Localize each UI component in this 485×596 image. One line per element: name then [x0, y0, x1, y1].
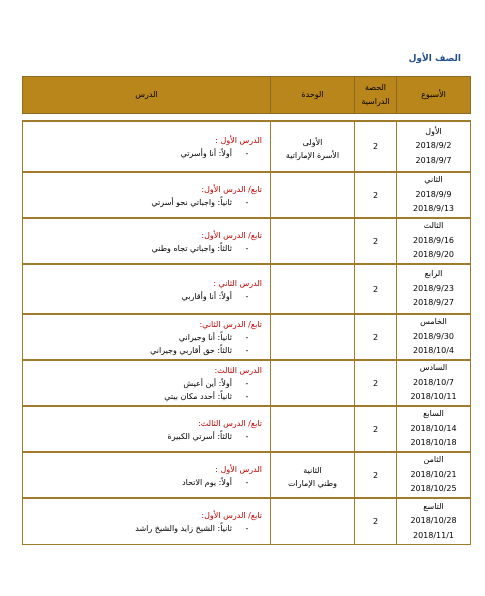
header-unit: الوحدة: [271, 77, 355, 114]
section-title: الصف الأول: [408, 54, 461, 64]
unit-cell: [271, 172, 355, 218]
bullet-dash-icon: -: [245, 149, 249, 158]
week-end: 2018/9/13: [412, 204, 455, 214]
unit-cell: [271, 121, 355, 172]
week-name: الرابع: [424, 269, 443, 279]
unit-cell: [271, 498, 355, 544]
table-row: [23, 452, 471, 498]
week-cell: [397, 314, 471, 360]
lesson-item-text: ثانياً: الشيخ زايد والشيخ راشد: [135, 523, 232, 533]
week-start: 2018/9/23: [412, 283, 455, 293]
week-name: السادس: [419, 363, 448, 373]
week-name: الأول: [425, 126, 442, 136]
week-name: الثامن: [423, 455, 444, 465]
lesson-cell: [23, 452, 271, 498]
unit-cell: [271, 218, 355, 264]
week-cell: [397, 218, 471, 264]
header-lesson: الدرس: [23, 77, 271, 114]
table-row: [23, 121, 471, 172]
bullet-dash-icon: -: [245, 291, 249, 301]
periods-cell: 2: [355, 264, 397, 314]
unit-unit-line1: الأولى: [302, 137, 323, 147]
lesson-title: الدرس الأول :: [215, 464, 262, 474]
lesson-item: [23, 344, 262, 357]
week-cell: [397, 264, 471, 314]
lesson-item: [23, 242, 262, 255]
week-start: 2018/9/2: [415, 141, 452, 151]
table-row: [23, 172, 471, 218]
header-week: الأسبوع: [397, 77, 471, 114]
lesson-item: [23, 430, 262, 443]
unit-unit-line2: الأسرة الإماراتية: [285, 150, 340, 160]
week-start: 2018/10/21: [410, 469, 457, 479]
lesson-cell: [23, 406, 271, 452]
bullet-dash-icon: -: [245, 197, 249, 207]
week-name: الثالث: [423, 221, 444, 231]
lesson-item: [23, 390, 262, 403]
week-start: 2018/9/16: [412, 235, 455, 245]
lesson-cell: [23, 264, 271, 314]
lesson-item-text: أولاً: أنا وأسرتي: [180, 149, 232, 158]
unit-cell: [271, 406, 355, 452]
lesson-title: الدرس الثاني :: [213, 278, 262, 288]
bullet-dash-icon: -: [245, 243, 249, 253]
lesson-item-text: ثالثاً: حق أقاربي وجيراني: [150, 346, 232, 355]
unit-cell: [271, 314, 355, 360]
bullet-dash-icon: -: [245, 333, 249, 342]
week-end: 2018/10/18: [410, 438, 457, 448]
week-cell: [397, 360, 471, 406]
lesson-item: [23, 331, 262, 344]
week-start: 2018/9/9: [415, 189, 452, 199]
unit-cell: [271, 360, 355, 406]
week-end: 2018/10/25: [410, 484, 457, 494]
lesson-title: تابع/ الدرس الأول:: [201, 184, 262, 194]
week-start: 2018/10/28: [410, 516, 457, 525]
lesson-item: [23, 196, 262, 209]
lesson-title: الدرس الأول :: [215, 136, 262, 145]
week-name: الخامس: [420, 317, 447, 327]
week-name: السابع: [423, 409, 444, 419]
schedule-table: [22, 76, 471, 545]
week-name: الثاني: [424, 175, 443, 185]
lesson-item: [23, 290, 262, 303]
week-cell: [397, 172, 471, 218]
lesson-title: تابع/ الدرس الثالث:: [198, 418, 262, 428]
lesson-cell: [23, 498, 271, 544]
table-row: [23, 264, 471, 314]
lesson-item: [23, 522, 262, 535]
week-end: 2018/9/7: [415, 155, 452, 165]
table-row: [23, 360, 471, 406]
header-periods: [355, 77, 397, 114]
periods-cell: 2: [355, 452, 397, 498]
lesson-title: تابع/ الدرس الثاني:: [199, 320, 262, 329]
lesson-item-text: ثانياً: أحدد مكان بيتي: [164, 392, 232, 401]
unit-unit-line2: وطني الإمارات: [288, 479, 337, 488]
week-end: 2018/9/27: [412, 298, 455, 308]
week-cell: [397, 121, 471, 172]
week-name: التاسع: [423, 501, 444, 511]
table-row: [23, 218, 471, 264]
lesson-item-text: ثالثاً: أسرتي الكبيرة: [167, 431, 232, 441]
bullet-dash-icon: -: [245, 392, 249, 401]
periods-cell: 2: [355, 121, 397, 172]
lesson-cell: [23, 314, 271, 360]
lesson-item-text: ثانياً: واجباتي نحو أسرتي: [151, 197, 232, 207]
periods-cell: 2: [355, 498, 397, 544]
unit-cell: [271, 452, 355, 498]
lesson-item-text: أولاً: أين أعيش: [183, 379, 232, 388]
lesson-item-text: ثانياً: أنا وجيراني: [178, 333, 232, 342]
week-end: 2018/10/11: [410, 392, 457, 402]
bullet-dash-icon: -: [245, 523, 249, 533]
week-start: 2018/9/30: [412, 331, 455, 341]
bullet-dash-icon: -: [245, 379, 249, 388]
bullet-dash-icon: -: [245, 431, 249, 441]
table-row: [23, 314, 471, 360]
unit-cell: [271, 264, 355, 314]
week-cell: [397, 498, 471, 544]
periods-cell: 2: [355, 360, 397, 406]
week-start: 2018/10/14: [410, 423, 457, 433]
lesson-item: [23, 476, 262, 489]
header-periods-line2: الدراسية: [361, 97, 390, 106]
table-header: [23, 77, 471, 114]
week-start: 2018/10/7: [412, 377, 455, 387]
periods-cell: 2: [355, 172, 397, 218]
lesson-cell: [23, 360, 271, 406]
table-row: [23, 498, 471, 544]
lesson-cell: [23, 121, 271, 172]
header-periods-line1: الحصة: [364, 83, 387, 92]
week-cell: [397, 452, 471, 498]
bullet-dash-icon: -: [245, 477, 249, 487]
lesson-title: تابع/ الدرس الأول:: [201, 510, 262, 520]
periods-cell: 2: [355, 406, 397, 452]
bullet-dash-icon: -: [245, 346, 249, 355]
periods-cell: 2: [355, 218, 397, 264]
week-end: 2018/9/20: [412, 250, 455, 260]
lesson-item-text: ثالثاً: واجباتي تجاه وطني: [151, 243, 232, 253]
lesson-item: [23, 147, 262, 160]
lesson-cell: [23, 172, 271, 218]
lesson-item: [23, 377, 262, 390]
lesson-title: الدرس الثالث:: [214, 366, 262, 375]
lesson-title: تابع/ الدرس الأول:: [201, 230, 262, 240]
table-row: [23, 406, 471, 452]
periods-cell: 2: [355, 314, 397, 360]
lesson-cell: [23, 218, 271, 264]
week-end: 2018/10/4: [412, 346, 455, 356]
week-end: 2018/11/1: [412, 530, 455, 540]
unit-unit-line1: الثانية: [303, 466, 322, 475]
lesson-item-text: أولاً: يوم الاتحاد: [182, 477, 232, 487]
week-cell: [397, 406, 471, 452]
lesson-item-text: أولاً: أنا وأقاربي: [181, 291, 232, 301]
